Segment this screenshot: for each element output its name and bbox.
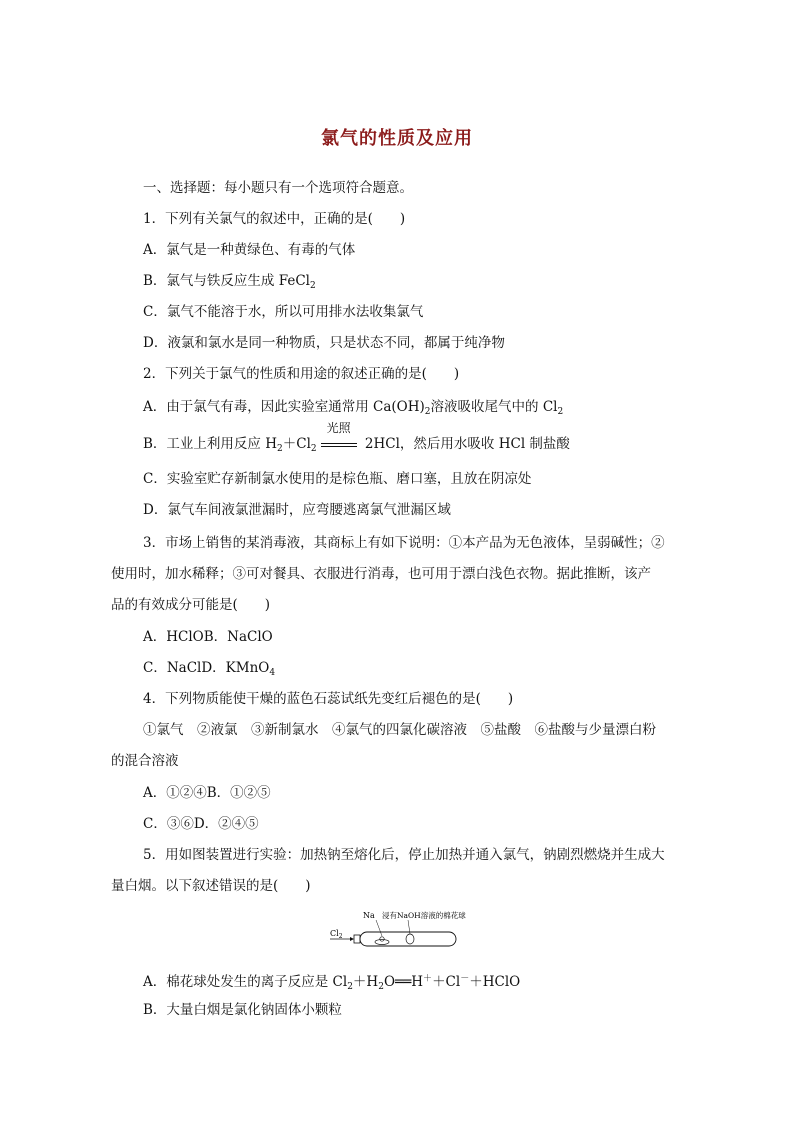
q3-options-cd: C．NaClD．KMnO$_4$ bbox=[143, 660, 276, 678]
q4-list-line-2: 的混合溶液 bbox=[111, 753, 179, 769]
apparatus-svg bbox=[330, 908, 470, 954]
cotton-ball bbox=[406, 934, 414, 944]
q2-option-b: B．工业上利用反应 $H_2+Cl_2$ 光照 2HCl，然后用水吸收 HCl 制盐酸 bbox=[143, 421, 570, 454]
q3-line-1: 3．市场上销售的某消毒液，其商标上有如下说明：①本产品为无色液体，呈弱碱性；② bbox=[143, 535, 665, 551]
q4-options-cd: C．③⑥D．②④⑤ bbox=[143, 816, 259, 832]
q2-option-d: D．氯气车间液氯泄漏时，应弯腰逃离氯气泄漏区域 bbox=[143, 502, 451, 518]
na-label: Na bbox=[363, 911, 375, 920]
equals-arrow-icon bbox=[321, 443, 357, 447]
q5-option-b: B．大量白烟是氯化钠固体小颗粒 bbox=[143, 1002, 342, 1018]
sodium-boat bbox=[375, 940, 389, 945]
q3-line-3: 品的有效成分可能是( ) bbox=[111, 597, 271, 613]
q5-line-2: 量白烟。以下叙述错误的是( ) bbox=[111, 878, 311, 894]
cl2-label: $Cl_2$ bbox=[330, 929, 343, 940]
q5-option-a: A．棉花球处发生的离子反应是 $Cl_2+H_2O══H^++Cl^-+HClO$ bbox=[143, 974, 521, 992]
q5-line-1: 5．用如图装置进行实验：加热钠至熔化后，停止加热并通入氯气，钠剧烈燃烧并生成大 bbox=[143, 847, 665, 863]
section-heading: 一、选择题：每小题只有一个选项符合题意。 bbox=[143, 180, 413, 196]
q1-stem: 1．下列有关氯气的叙述中，正确的是( ) bbox=[143, 211, 406, 227]
q1-option-b: B．氯气与铁反应生成 FeCl$_2$ bbox=[143, 273, 316, 291]
reaction-condition: 光照 bbox=[319, 434, 359, 454]
cotton-label: 浸有NaOH溶液的棉花球 bbox=[382, 911, 466, 920]
q3-line-2: 使用时，加水稀释；③可对餐具、衣服进行消毒，也可用于漂白浅色衣物。据此推断，该产 bbox=[111, 566, 651, 582]
page-title: 氯气的性质及应用 bbox=[321, 128, 473, 149]
glass-tube bbox=[360, 932, 456, 946]
arrow-head-icon bbox=[350, 937, 354, 941]
q2-option-c: C．实验室贮存新制氯水使用的是棕色瓶、磨口塞，且放在阴凉处 bbox=[143, 471, 532, 487]
q4-options-ab: A．①②④B．①②⑤ bbox=[143, 785, 271, 801]
q2-stem: 2．下列关于氯气的性质和用途的叙述正确的是( ) bbox=[143, 366, 460, 382]
q1-option-c: C．氯气不能溶于水，所以可用排水法收集氯气 bbox=[143, 304, 424, 320]
na-leader-line bbox=[376, 920, 382, 936]
q1-option-d: D．液氯和氯水是同一种物质，只是状态不同，都属于纯净物 bbox=[143, 335, 505, 351]
sodium-piece bbox=[380, 937, 384, 941]
q1-option-a: A．氯气是一种黄绿色、有毒的气体 bbox=[143, 242, 356, 258]
q4-list-line-1: ①氯气 ②液氯 ③新制氯水 ④氯气的四氯化碳溶液 ⑤盐酸 ⑥盐酸与少量漂白粉 bbox=[143, 722, 656, 738]
stopper bbox=[354, 935, 360, 943]
q4-stem: 4．下列物质能使干燥的蓝色石蕊试纸先变红后褪色的是( ) bbox=[143, 691, 514, 707]
apparatus-diagram bbox=[330, 908, 470, 954]
q2-option-a: A．由于氯气有毒，因此实验室通常用 $Ca(OH)_2$溶液吸收尾气中的 $Cl_2$ bbox=[143, 399, 564, 417]
q3-options-ab: A．HClOB．NaClO bbox=[143, 629, 273, 645]
